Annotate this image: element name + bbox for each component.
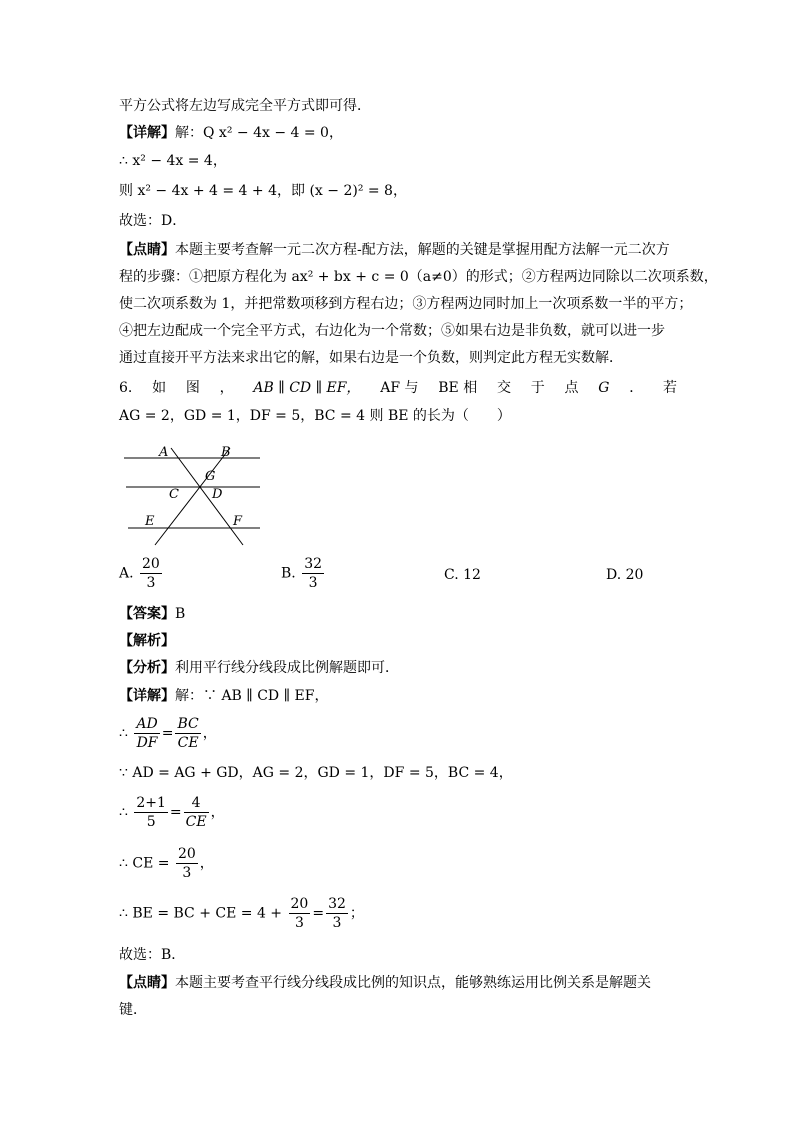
analysis-fenxi xyxy=(119,658,399,678)
label-e: E xyxy=(145,514,155,529)
denominator: DF xyxy=(136,735,158,751)
eq-prefix: ∴ CE = xyxy=(119,855,170,872)
fraction xyxy=(140,555,162,592)
eq-prefix: ∴ xyxy=(119,804,128,821)
denominator: 3 xyxy=(294,915,304,931)
prev-comment-line-2: 程的步骤：①把原方程化为 ax² + bx + c = 0（a≠0）的形式；②方程两边同除以二次项系数， xyxy=(119,269,718,285)
parallel-lines-figure xyxy=(119,440,269,550)
stem-token: 如 xyxy=(152,380,167,396)
denominator: 5 xyxy=(146,814,156,830)
line-af xyxy=(171,448,243,545)
numerator: BC xyxy=(177,716,199,732)
fraction xyxy=(176,845,198,882)
numerator: 32 xyxy=(304,556,323,572)
question-number: 6. xyxy=(119,380,133,396)
label-c: C xyxy=(169,487,179,502)
eq-suffix: ； xyxy=(349,905,364,922)
numerator: 4 xyxy=(184,794,209,813)
detail-label: 【详解】 xyxy=(119,688,175,704)
question-stem-line-1 xyxy=(119,378,677,398)
fraction xyxy=(184,794,209,831)
option-a xyxy=(119,555,164,592)
stem-token: 于 xyxy=(530,380,545,396)
comment-text: 本题主要考查解一元二次方程-配方法，解题的关键是掌握用配方法解一元二次方 xyxy=(175,242,670,258)
stem-token: 若 xyxy=(663,380,677,396)
numerator: 20 xyxy=(177,846,196,862)
option-value: 20 xyxy=(625,567,644,583)
stem-token: AB ∥ CD ∥ EF， xyxy=(253,380,361,396)
numerator: 20 xyxy=(290,896,309,912)
answer-value: B xyxy=(175,606,186,622)
fraction xyxy=(134,715,159,752)
fraction xyxy=(134,794,168,831)
prev-choice: 故选：D． xyxy=(119,213,187,229)
label-g: G xyxy=(205,469,216,484)
label-a: A xyxy=(159,445,169,460)
label-b: B xyxy=(221,445,231,460)
eq-suffix: ， xyxy=(210,804,225,821)
option-value: 12 xyxy=(463,567,481,583)
stem-token: 图 xyxy=(185,380,200,396)
question-stem-line-2: AG = 2，GD = 1，DF = 5，BC = 4 则 BE 的长为（ ） xyxy=(119,408,511,424)
equation-2: ∵ AD = AG + GD，AG = 2，GD = 1，DF = 5，BC = 4， xyxy=(119,765,513,781)
equation-1: ∴ $\frac{AD}{DF}$ = $\frac{BC}{CE}$ ， xyxy=(119,716,217,751)
label-f: F xyxy=(233,514,243,529)
comment-label: 【点睛】 xyxy=(119,242,175,258)
denominator: 3 xyxy=(308,575,318,591)
eq-prefix: ∴ xyxy=(119,725,128,742)
prev-step2: 则 x² − 4x + 4 = 4 + 4，即 (x − 2)² = 8， xyxy=(119,183,407,199)
analysis-label: 【解析】 xyxy=(119,633,175,649)
option-d xyxy=(606,565,643,585)
option-letter: B. xyxy=(281,565,296,582)
comment-label: 【点睛】 xyxy=(119,975,175,991)
prev-comment-line-4: ④把左边配成一个完全平方式，右边化为一个常数；⑤如果右边是非负数，就可以进一步 xyxy=(119,323,665,339)
stem-token: ， xyxy=(219,380,234,396)
answer-line xyxy=(119,604,185,624)
fraction xyxy=(289,895,311,932)
denominator: 3 xyxy=(182,865,192,881)
comment-text: 本题主要考查平行线分线段成比例的知识点，能够熟练运用比例关系是解题关 xyxy=(175,975,651,991)
option-letter: D. xyxy=(606,567,622,583)
equation-5 xyxy=(119,895,364,932)
detail-text: 解：Q x² − 4x − 4 = 0， xyxy=(175,125,343,141)
option-b xyxy=(281,555,326,592)
option-letter: A. xyxy=(119,565,134,582)
prev-step1: ∴ x² − 4x = 4， xyxy=(119,153,227,169)
prev-comment-line-3: 使二次项系数为 1，并把常数项移到方程右边；③方程两边同时加上一次项系数一半的平方； xyxy=(119,296,693,312)
analysis-choice: 故选：B． xyxy=(119,947,186,963)
denominator: CE xyxy=(185,814,207,830)
stem-token: 点 xyxy=(564,380,579,396)
prev-detail-line xyxy=(119,123,343,143)
prev-text-line: 平方公式将左边写成完全平方式即可得． xyxy=(119,98,371,114)
label-d: D xyxy=(212,487,223,502)
answer-label: 【答案】 xyxy=(119,606,175,622)
equation-3: ∴ $\frac{2+1}{5}$ = $\frac{4}{CE}$ ， xyxy=(119,795,225,830)
fenxi-text: 利用平行线分线段成比例解题即可． xyxy=(175,660,399,676)
numerator: 20 xyxy=(142,556,160,572)
stem-token: BE 相 xyxy=(438,380,478,396)
fraction xyxy=(175,715,200,752)
denominator: CE xyxy=(177,735,199,751)
fraction xyxy=(326,895,348,932)
equation-4 xyxy=(119,845,214,882)
analysis-comment-line-1 xyxy=(119,973,651,993)
eq-suffix: ， xyxy=(202,725,217,742)
eq-suffix: ， xyxy=(199,855,214,872)
numerator: 32 xyxy=(328,896,346,912)
fenxi-label: 【分析】 xyxy=(119,660,175,676)
eq-prefix: ∴ BE = BC + CE = 4 + xyxy=(119,905,283,922)
stem-token: G xyxy=(598,380,610,396)
prev-comment-line-5: 通过直接开平方法来求出它的解，如果右边是一个负数，则判定此方程无实数解． xyxy=(119,350,623,366)
numerator: 2+1 xyxy=(136,795,166,811)
detail-label: 【详解】 xyxy=(119,125,175,141)
denominator: 3 xyxy=(146,575,156,591)
option-c xyxy=(444,565,481,585)
stem-token: 交 xyxy=(496,380,511,396)
stem-token: ． xyxy=(629,380,644,396)
equals-sign: = xyxy=(312,905,325,922)
fraction xyxy=(302,555,324,592)
numerator: AD xyxy=(136,716,158,732)
analysis-detail xyxy=(119,686,328,706)
denominator: 3 xyxy=(332,915,342,931)
detail-text: 解：∵ AB ∥ CD ∥ EF， xyxy=(175,688,329,704)
analysis-comment-line-2: 键． xyxy=(119,1002,147,1018)
stem-token: AF 与 xyxy=(380,380,419,396)
option-letter: C. xyxy=(444,567,459,583)
prev-comment-line-1 xyxy=(119,240,670,260)
